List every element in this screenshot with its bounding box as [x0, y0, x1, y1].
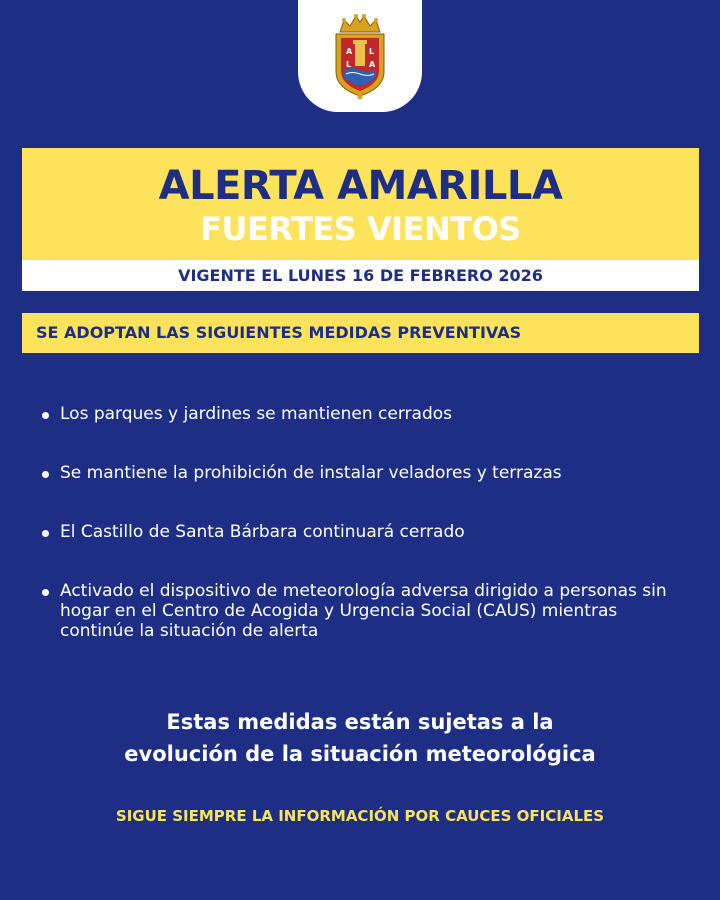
emblem-letter: A: [346, 47, 353, 56]
alert-banner: [22, 148, 699, 260]
list-item: Se mantiene la prohibición de instalar veladores y terrazas: [40, 463, 670, 483]
measures-list: [40, 404, 670, 641]
footer-note: [0, 706, 720, 770]
emblem-letter: A: [369, 60, 376, 69]
measures-heading: SE ADOPTAN LAS SIGUIENTES MEDIDAS PREVENTIVAS: [22, 313, 699, 353]
logo-tab: [298, 0, 422, 112]
emblem-letter: L: [346, 60, 352, 69]
list-item: Activado el dispositivo de meteorología adversa dirigido a personas sin hogar en el Centro de Acogida y Urgencia Social (CAUS) mientras continúe la situación de alerta: [40, 581, 670, 641]
list-item: El Castillo de Santa Bárbara continuará cerrado: [40, 522, 670, 542]
footer-note-line: evolución de la situación meteorológica: [124, 742, 596, 766]
emblem-letter: L: [369, 47, 375, 56]
alert-subtitle: FUERTES VIENTOS: [200, 210, 521, 248]
footer-note-line: Estas medidas están sujetas a la: [166, 710, 554, 734]
official-channels-note: SIGUE SIEMPRE LA INFORMACIÓN POR CAUCES OFICIALES: [115, 807, 605, 825]
city-coat-of-arms-icon: [332, 12, 388, 100]
alert-title: ALERTA AMARILLA: [158, 163, 563, 209]
list-item: Los parques y jardines se mantienen cerrados: [40, 404, 670, 424]
validity-date-bar: VIGENTE EL LUNES 16 DE FEBRERO 2026: [22, 260, 699, 291]
